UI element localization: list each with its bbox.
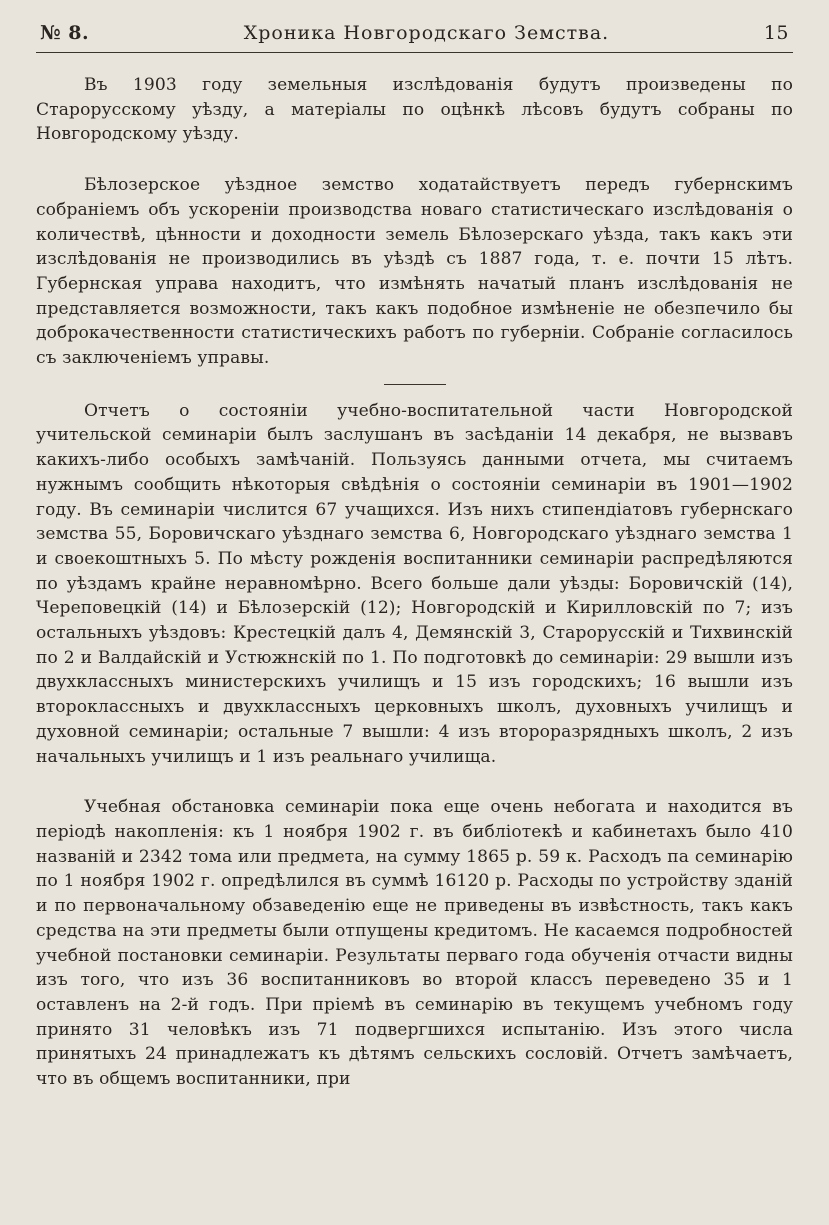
paragraph-land-surveys: Въ 1903 году земельныя изслѣдованія будутъ произведены по Старорусскому уѣзду, а матеріалы по оцѣнкѣ лѣсовъ будутъ собраны по Новгородскому уѣзду. xyxy=(36,75,793,145)
running-header xyxy=(36,22,793,53)
journal-title: Хроника Новгородскаго Земства. xyxy=(243,22,610,44)
issue-number: № 8. xyxy=(40,22,90,44)
page-number: 15 xyxy=(763,22,789,44)
paragraph-seminary-report: Отчетъ о состояніи учебно-воспитательной части Новгородской учительской семинаріи былъ заслушанъ въ засѣданіи 14 декабря, не вызвавъ какихъ-либо особыхъ замѣчаній. Пользуясь данными отчета, мы считаемъ нужнымъ сообщить нѣкоторыя свѣдѣнія о состояніи семинаріи въ 1901—1902 году. Въ семинаріи числится 67 учащихся. Изъ нихъ стипендіатовъ губернскаго земства 55, Боровичскаго уѣзднаго земства 6, Новгородскаго уѣзднаго земства 1 и своекоштныхъ 5. По мѣсту рожденія воспитанники семинаріи распредѣляются по уѣздамъ крайне неравномѣрно. Всего больше дали уѣзды: Боровичскій (14), Череповецкій (14) и Бѣлозерскій (12); Новгородскій и Кирилловскій по 7; изъ остальныхъ уѣздовъ: Крестецкій далъ 4, Демянскій 3, Старорусскій и Тихвинскій по 2 и Валдайскій и Устюжнскій по 1. По подготовкѣ до семинаріи: 29 вышли изъ двухклассныхъ министерскихъ училищъ и 15 изъ городскихъ; 16 вышли изъ второклассныхъ и двухклассныхъ церковныхъ школъ, духовныхъ училищъ и духовной семинаріи; остальные 7 вышли: 4 изъ второразрядныхъ школъ, 2 изъ начальныхъ училищъ и 1 изъ реальнаго училища. xyxy=(36,400,793,767)
section-divider xyxy=(384,384,446,385)
paragraph-belozersk-petition: Бѣлозерское уѣздное земство ходатайствуетъ передъ губернскимъ собраніемъ объ ускореніи производства новаго статистическаго изслѣдованія о количествѣ, цѣнности и доходности земель Бѣлозерскаго уѣзда, такъ какъ эти изслѣдованія не производились въ уѣздѣ съ 1887 года, т. е. почти 15 лѣтъ. Губернская управа находитъ, что измѣнять начатый планъ изслѣдованія не представляется возможности, такъ какъ подобное измѣненіе не обезпечило бы доброкачественности статистическихъ работъ по губерніи. Собраніе согласилось съ заключеніемъ управы. xyxy=(36,175,793,369)
paragraph-seminary-facilities: Учебная обстановка семинаріи пока еще очень небогата и находится въ періодѣ накопленія: къ 1 ноября 1902 г. въ библіотекѣ и кабинетахъ было 410 названій и 2342 тома или предмета, на сумму 1865 р. 59 к. Расходъ па семинарію по 1 ноября 1902 г. опредѣлился въ суммѣ 16120 р. Расходы по устройству зданій и по первоначальному обзаведенію еще не приведены въ извѣстность, такъ какъ средства на эти предметы были отпущены кредитомъ. Не касаемся подробностей учебной постановки семинаріи. Результаты перваго года обученія отчасти видны изъ того, что изъ 36 воспитанниковъ во второй классъ переведено 35 и 1 оставленъ на 2-й годъ. При пріемѣ въ семинарію въ текущемъ учебномъ году принято 31 человѣкъ изъ 71 подвергшихся испытанію. Изъ этого числа принятыхъ 24 принадлежатъ къ дѣтямъ сельскихъ сословій. Отчетъ замѣчаетъ, что въ общемъ воспитанники, при xyxy=(36,797,793,1090)
article-body xyxy=(36,73,793,1092)
